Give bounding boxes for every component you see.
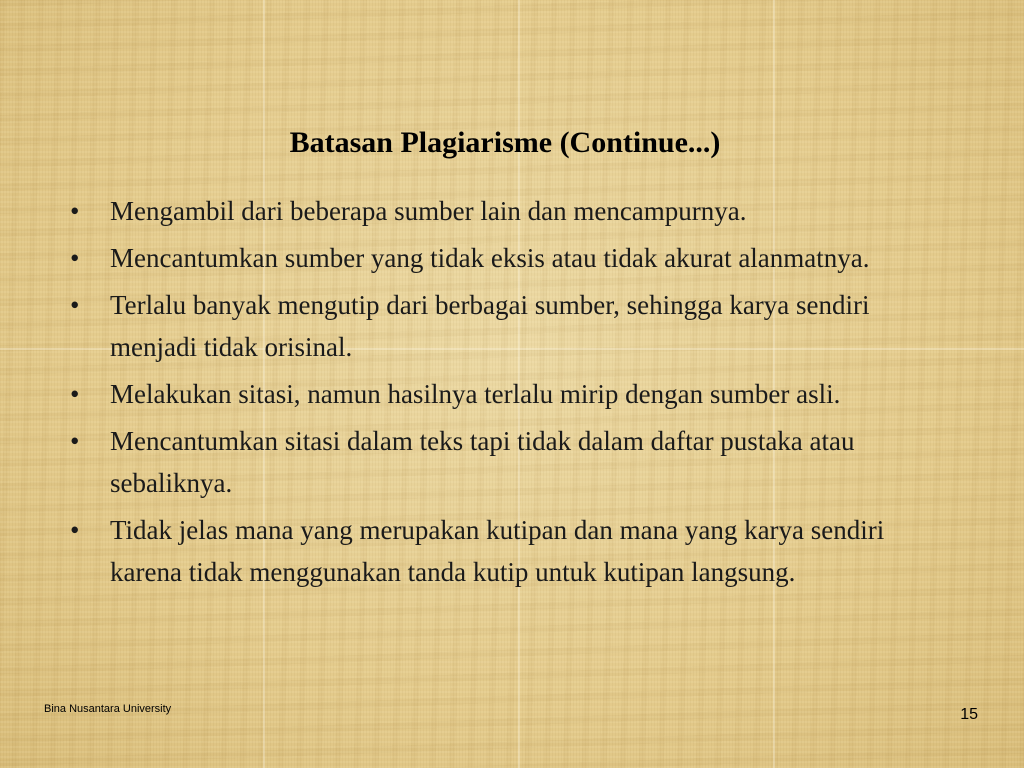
bullet-icon: • <box>70 290 80 320</box>
bullet-icon: • <box>70 515 80 545</box>
bullet-text: Tidak jelas mana yang merupakan kutipan dan mana yang karya sendiri karena tidak menggunakan tanda kutip untuk kutipan langsung. <box>110 515 885 587</box>
bullet-icon: • <box>70 243 80 273</box>
bullet-text: Terlalu banyak mengutip dari berbagai sumber, sehingga karya sendiri menjadi tidak orisinal. <box>110 290 870 362</box>
bullet-item <box>66 373 946 415</box>
bullet-item <box>66 237 946 279</box>
bullet-icon: • <box>70 379 80 409</box>
page-number: 15 <box>960 706 978 723</box>
bullet-item <box>66 190 946 232</box>
bullet-item <box>66 420 946 504</box>
slide-title: Batasan Plagiarisme (Continue...) <box>289 126 721 159</box>
bullet-icon: • <box>70 196 80 226</box>
bullet-text: Mencantumkan sitasi dalam teks tapi tidak dalam daftar pustaka atau sebaliknya. <box>110 426 855 498</box>
bullet-text: Mengambil dari beberapa sumber lain dan mencampurnya. <box>110 196 747 226</box>
bullet-list <box>66 190 946 598</box>
bullet-item <box>66 284 946 368</box>
bullet-item <box>66 509 946 593</box>
bullet-text: Mencantumkan sumber yang tidak eksis atau tidak akurat alanmatnya. <box>110 243 870 273</box>
footer-organization: Bina Nusantara University <box>44 703 172 715</box>
bullet-text: Melakukan sitasi, namun hasilnya terlalu mirip dengan sumber asli. <box>110 379 841 409</box>
bullet-icon: • <box>70 426 80 456</box>
